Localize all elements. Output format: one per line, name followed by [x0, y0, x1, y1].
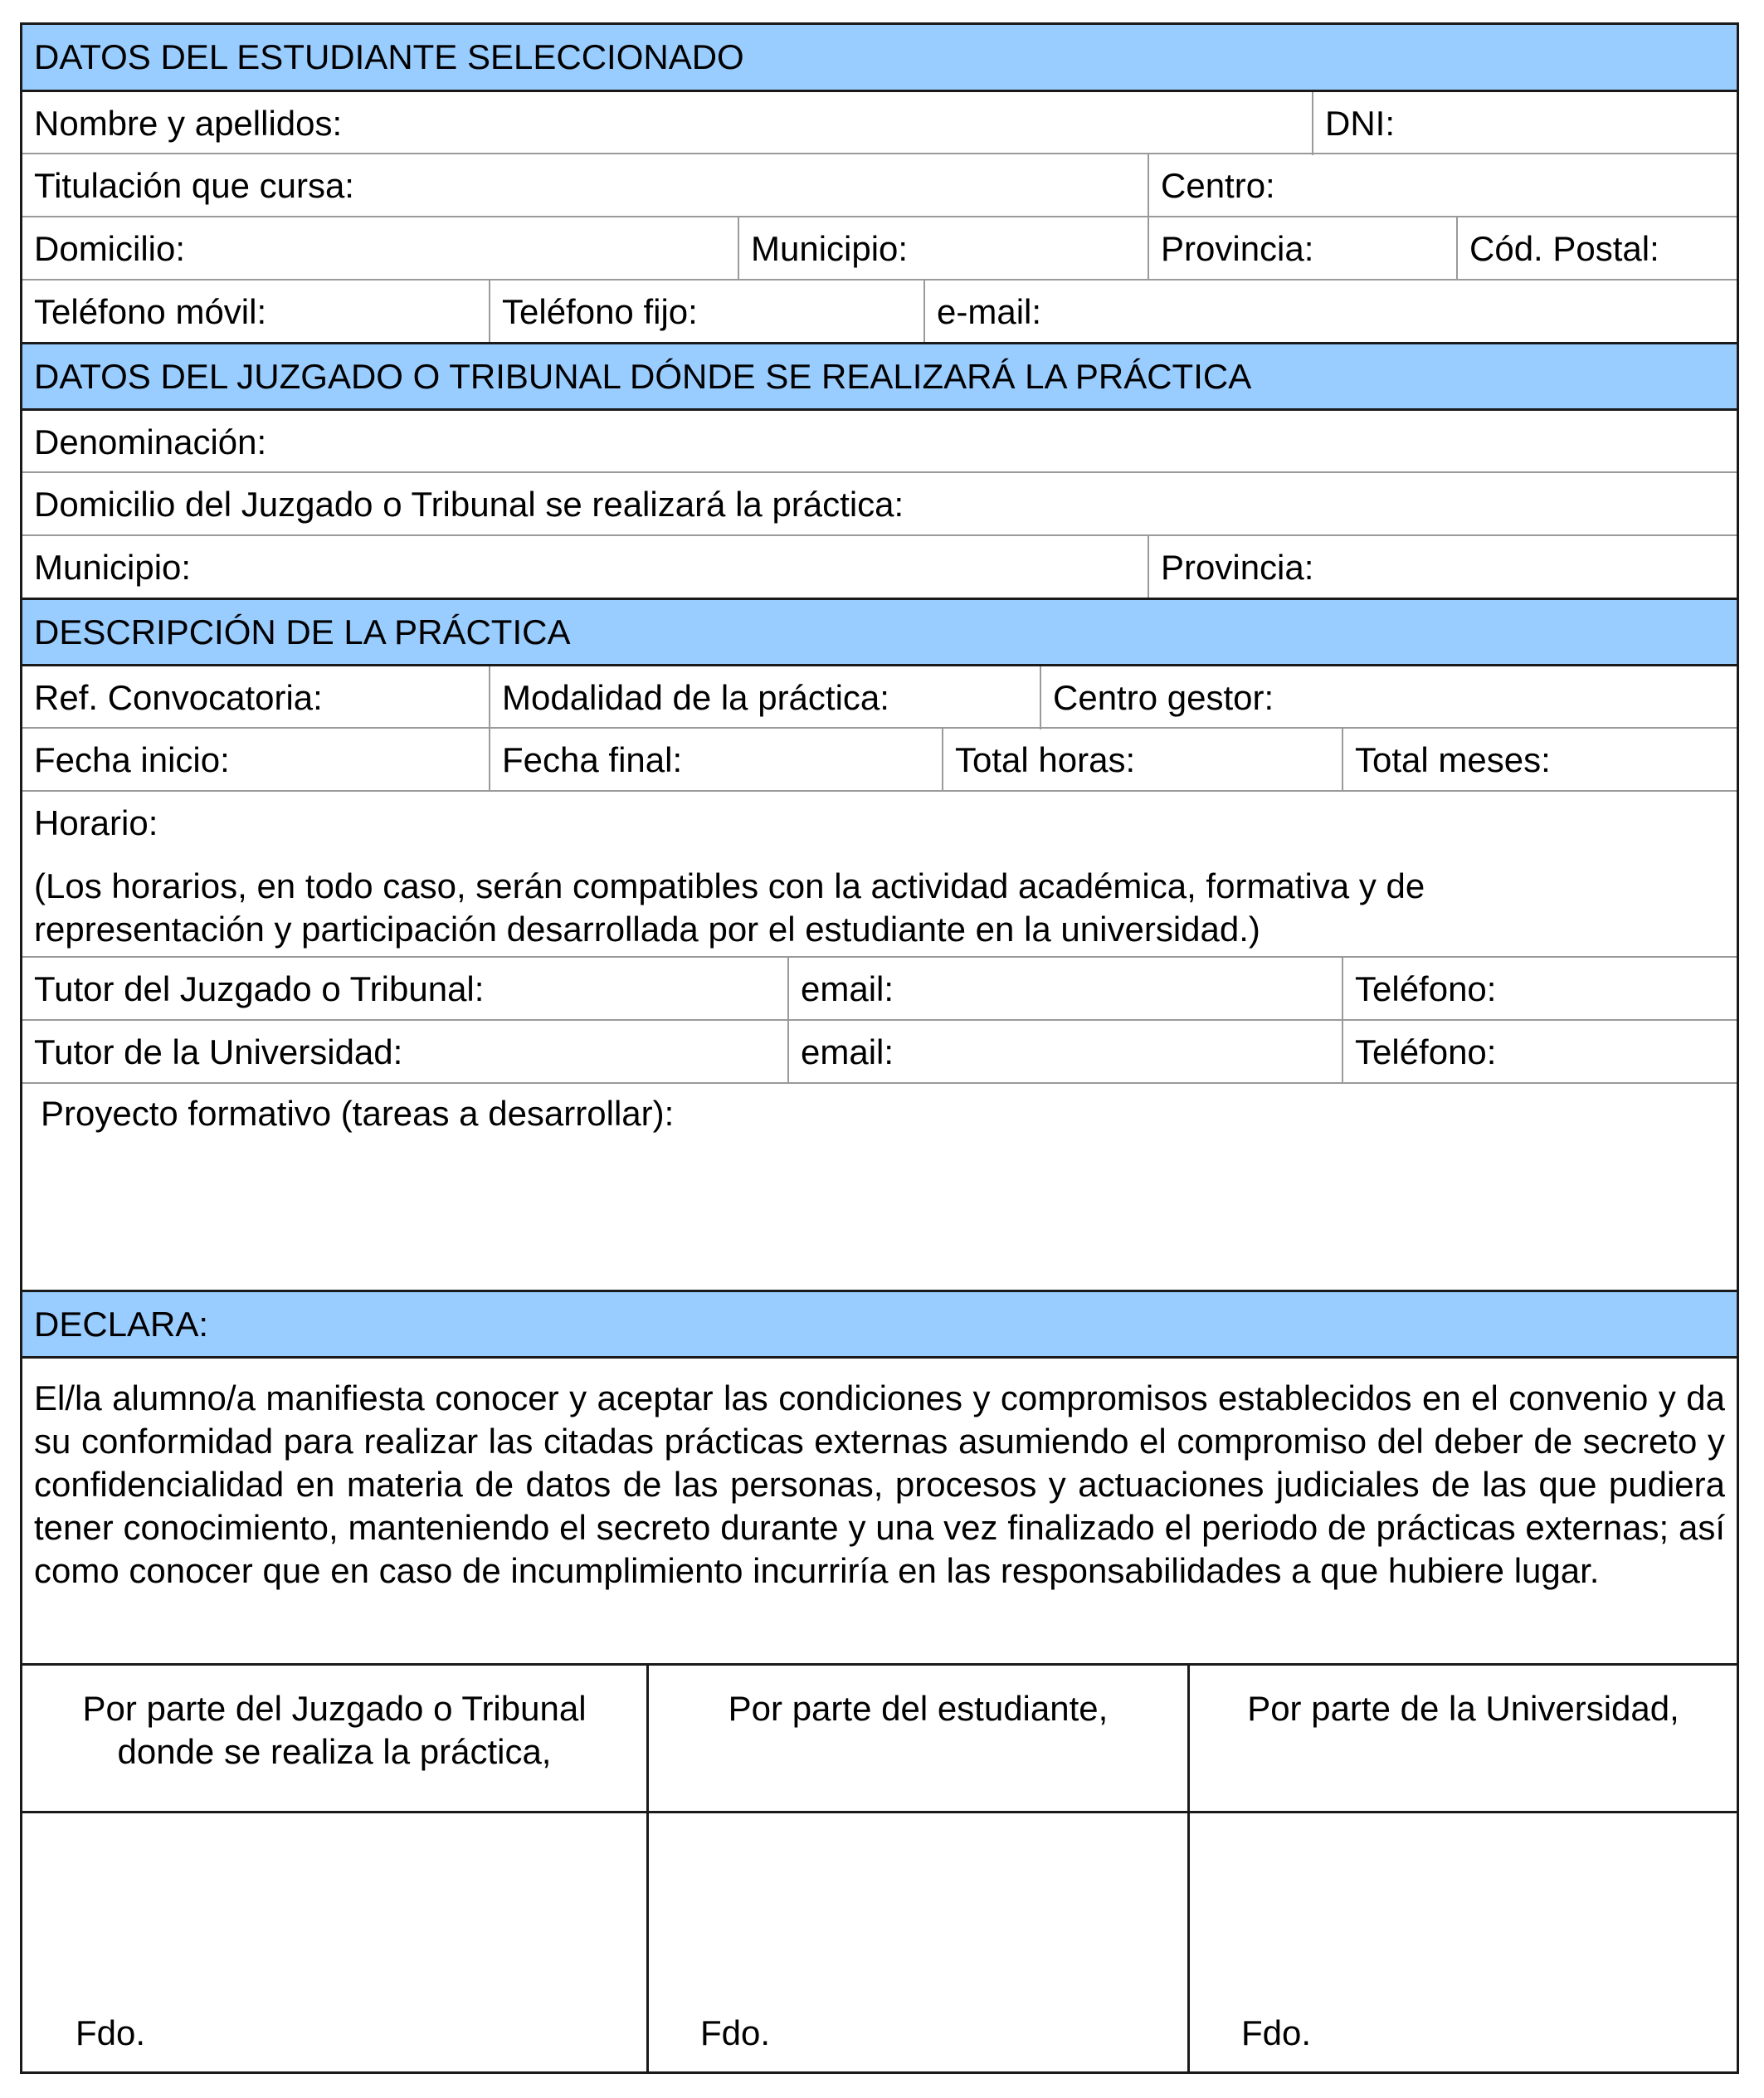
practice-ref-row [22, 664, 1737, 729]
student-section-title: DATOS DEL ESTUDIANTE SELECCIONADO [34, 37, 744, 76]
student-degree-row [22, 153, 1737, 217]
student-degree-label: Titulación que cursa: [34, 166, 354, 205]
end-date-label: Fecha final: [502, 740, 683, 779]
student-mobile-label: Teléfono móvil: [34, 292, 267, 331]
practice-section-header [22, 598, 1737, 664]
call-reference-field[interactable] [22, 666, 489, 729]
student-dni-label: DNI: [1325, 104, 1395, 143]
court-name-label: Denominación: [34, 422, 267, 461]
court-signature-fdo: Fdo. [76, 2013, 146, 2052]
student-province-label: Provincia: [1161, 229, 1314, 268]
managing-centre-field[interactable] [1040, 666, 1737, 729]
student-dni-field[interactable] [1312, 92, 1737, 155]
total-hours-label: Total horas: [955, 740, 1136, 779]
student-municipality-field[interactable] [738, 217, 1148, 281]
court-signature-heading-line-1: Por parte del Juzgado o Tribunal [82, 1689, 587, 1728]
court-tutor-row [22, 956, 1737, 1021]
court-tutor-email-field[interactable] [787, 958, 1342, 1021]
declaration-section-header [22, 1290, 1737, 1356]
total-hours-field[interactable] [942, 729, 1342, 792]
university-tutor-email-field[interactable] [787, 1021, 1342, 1084]
court-name-field[interactable] [22, 411, 1737, 474]
managing-centre-label: Centro gestor: [1053, 678, 1274, 717]
university-tutor-field[interactable] [22, 1021, 787, 1084]
court-name-row [22, 408, 1737, 474]
court-tutor-field[interactable] [22, 958, 787, 1021]
university-tutor-phone-label: Teléfono: [1355, 1032, 1497, 1071]
declaration-section-title: DECLARA: [34, 1304, 209, 1344]
student-name-field[interactable] [22, 92, 1312, 155]
schedule-note-line-2: representación y participación desarrollada por el estudiante en la universidad.) [34, 910, 1260, 949]
declaration-row [22, 1356, 1737, 1666]
university-signature-heading [1187, 1666, 1737, 1813]
student-municipality-label: Municipio: [751, 229, 909, 268]
university-signature-fdo: Fdo. [1241, 2013, 1312, 2052]
court-municipality-field[interactable] [22, 536, 1148, 599]
start-date-field[interactable] [22, 729, 489, 792]
practice-form [20, 22, 1739, 2074]
university-tutor-email-label: email: [801, 1032, 894, 1071]
student-signature-box[interactable] [646, 1813, 1187, 2071]
schedule-label: Horario: [34, 803, 158, 842]
university-tutor-label: Tutor de la Universidad: [34, 1032, 403, 1071]
student-contact-row [22, 279, 1737, 344]
court-address-field[interactable] [22, 473, 1737, 536]
court-signature-heading-line-2: donde se realiza la práctica, [117, 1732, 552, 1771]
court-location-row [22, 534, 1737, 599]
student-signature-fdo: Fdo. [700, 2013, 771, 2052]
court-tutor-phone-label: Teléfono: [1355, 969, 1497, 1008]
student-mobile-field[interactable] [22, 281, 489, 344]
end-date-field[interactable] [489, 729, 942, 792]
court-province-label: Provincia: [1161, 548, 1314, 587]
court-province-field[interactable] [1148, 536, 1737, 599]
court-section-title: DATOS DEL JUZGADO O TRIBUNAL DÓNDE SE REALIZARÁ LA PRÁCTICA [34, 356, 1252, 396]
student-centre-label: Centro: [1161, 166, 1275, 205]
student-name-row [22, 90, 1737, 155]
student-landline-field[interactable] [489, 281, 923, 344]
student-address-row [22, 216, 1737, 281]
start-date-label: Fecha inicio: [34, 740, 230, 779]
schedule-note-line-1: (Los horarios, en todo caso, serán compatibles con la actividad académica, formativa y de [34, 866, 1425, 905]
student-signature-heading [646, 1666, 1187, 1813]
total-months-field[interactable] [1342, 729, 1737, 792]
student-province-field[interactable] [1148, 217, 1456, 281]
practice-section-title: DESCRIPCIÓN DE LA PRÁCTICA [34, 612, 571, 651]
student-postal-code-label: Cód. Postal: [1469, 229, 1659, 268]
student-postal-code-field[interactable] [1456, 217, 1737, 281]
university-signature-heading-text: Por parte de la Universidad, [1247, 1689, 1679, 1728]
court-signature-heading [22, 1687, 646, 1774]
student-section-header [22, 25, 1737, 90]
student-landline-label: Teléfono fijo: [502, 292, 698, 331]
signature-header-row [22, 1663, 1737, 1813]
student-address-label: Domicilio: [34, 229, 186, 268]
court-address-label: Domicilio del Juzgado o Tribunal se realizará la práctica: [34, 485, 904, 524]
court-address-row [22, 471, 1737, 536]
student-degree-field[interactable] [22, 154, 1148, 217]
training-project-row[interactable] [22, 1082, 1737, 1291]
student-email-label: e-mail: [937, 292, 1042, 331]
student-name-label: Nombre y apellidos: [34, 104, 343, 143]
university-tutor-row [22, 1019, 1737, 1084]
practice-dates-row [22, 727, 1737, 792]
court-section-header [22, 342, 1737, 408]
training-project-label: Proyecto formativo (tareas a desarrollar): [41, 1094, 675, 1133]
schedule-row[interactable] [22, 790, 1737, 958]
court-tutor-phone-field[interactable] [1342, 958, 1737, 1021]
university-signature-box[interactable] [1187, 1813, 1737, 2071]
practice-mode-field[interactable] [489, 666, 1040, 729]
declaration-text: El/la alumno/a manifiesta conocer y aceptar las condiciones y compromisos establecidos en el convenio y da su conformidad para realizar las citadas prácticas externas asumiendo el compromiso del deber de secreto y confidencialidad en materia de datos de las personas, procesos y actuaciones judiciales de las que pudiera tener conocimiento, manteniendo el secreto durante y una vez finalizado el periodo de prácticas externas; así como conocer que en caso de incumplimiento incurriría en las responsabilidades a que hubiere lugar. [34, 1378, 1725, 1590]
student-address-field[interactable] [22, 217, 738, 281]
court-tutor-email-label: email: [801, 969, 894, 1008]
court-municipality-label: Municipio: [34, 548, 192, 587]
student-email-field[interactable] [923, 281, 1737, 344]
student-centre-field[interactable] [1148, 154, 1737, 217]
university-tutor-phone-field[interactable] [1342, 1021, 1737, 1084]
court-signature-box[interactable] [22, 1813, 646, 2071]
court-tutor-label: Tutor del Juzgado o Tribunal: [34, 969, 485, 1008]
call-reference-label: Ref. Convocatoria: [34, 678, 323, 717]
student-signature-heading-text: Por parte del estudiante, [728, 1689, 1109, 1728]
signature-box-row [22, 1811, 1737, 2071]
total-months-label: Total meses: [1355, 740, 1551, 779]
practice-mode-label: Modalidad de la práctica: [502, 678, 889, 717]
